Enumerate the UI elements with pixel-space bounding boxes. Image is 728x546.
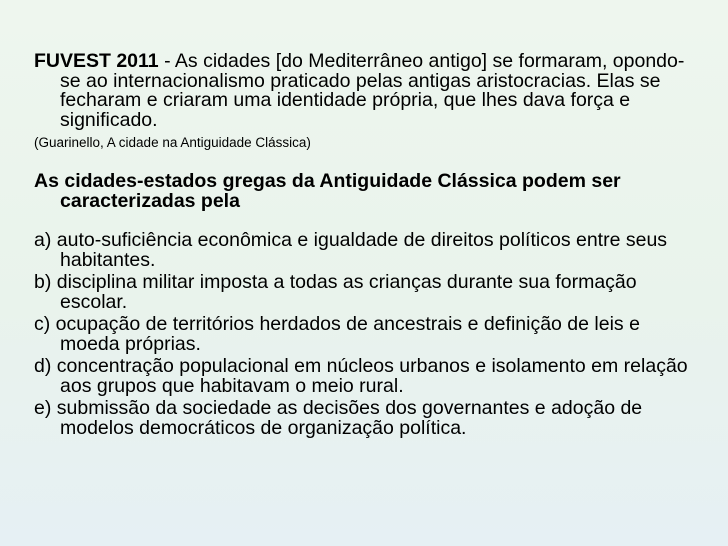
option-a: a) auto-suficiência econômica e igualdade de direitos políticos entre seus habitantes.	[34, 229, 668, 271]
question-stem: As cidades-estados gregas da Antiguidade Clássica podem ser caracterizadas pela	[34, 170, 621, 212]
options-list	[34, 231, 700, 438]
intro-text: - As cidades [do Mediterrâneo antigo] se formaram, opondo-se ao internacionalismo praticado pelas antigas aristocracias. Elas se fecharam e criaram uma identidade própria, que lhes dava força e significado.	[60, 50, 685, 131]
exam-label: FUVEST 2011	[34, 50, 159, 72]
source-citation: (Guarinello, A cidade na Antiguidade Clássica)	[34, 135, 311, 150]
slide-content	[34, 52, 700, 441]
intro-paragraph	[34, 52, 700, 130]
option-e: e) submissão da sociedade as decisões dos governantes e adoção de modelos democráticos de organização política.	[34, 397, 643, 439]
option-c: c) ocupação de territórios herdados de ancestrais e definição de leis e moeda próprias.	[34, 313, 640, 355]
option-b: b) disciplina militar imposta a todas as crianças durante sua formação escolar.	[34, 271, 637, 313]
option-d: d) concentração populacional em núcleos urbanos e isolamento em relação aos grupos que habitavam o meio rural.	[34, 355, 688, 397]
